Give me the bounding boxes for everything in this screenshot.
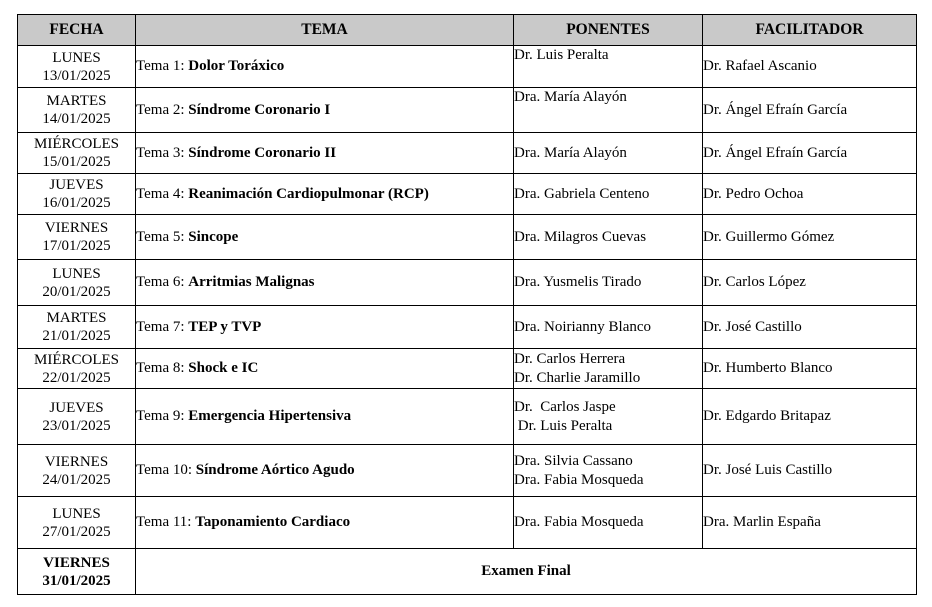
table-row bbox=[18, 88, 917, 133]
day-label: VIERNES bbox=[44, 453, 109, 470]
speaker-name: Dra. Gabriela Centeno bbox=[514, 185, 650, 202]
final-date-cell bbox=[18, 549, 136, 595]
table-row bbox=[18, 497, 917, 549]
speaker-cell bbox=[514, 133, 703, 174]
date-label: 22/01/2025 bbox=[42, 369, 111, 386]
header-tema: TEMA bbox=[136, 15, 514, 46]
topic-cell bbox=[136, 445, 514, 497]
speaker-cell bbox=[514, 389, 703, 445]
date-cell bbox=[18, 88, 136, 133]
topic-prefix: Tema 6: bbox=[136, 274, 185, 290]
date-label: 21/01/2025 bbox=[42, 328, 111, 344]
facilitator-cell: Dr. José Castillo bbox=[703, 306, 917, 349]
date-label: 20/01/2025 bbox=[42, 283, 111, 300]
day-label: VIERNES bbox=[44, 220, 109, 236]
date-label: 13/01/2025 bbox=[42, 67, 111, 84]
date-cell bbox=[18, 349, 136, 389]
topic-title: TEP y TVP bbox=[188, 318, 262, 335]
schedule-table bbox=[17, 14, 917, 595]
speaker-cell bbox=[514, 46, 703, 88]
day-label: MARTES bbox=[46, 93, 107, 109]
day-label: JUEVES bbox=[49, 399, 104, 416]
topic-title: Sincope bbox=[188, 228, 239, 245]
header-facilitador: FACILITADOR bbox=[703, 15, 917, 46]
day-label: LUNES bbox=[52, 505, 101, 522]
speaker-cell bbox=[514, 445, 703, 497]
date-cell bbox=[18, 389, 136, 445]
topic-cell bbox=[136, 46, 514, 88]
day-label: JUEVES bbox=[49, 177, 104, 193]
speaker-cell bbox=[514, 174, 703, 215]
speaker-name: Dra. Fabia Mosqueda bbox=[514, 471, 644, 488]
facilitator-cell: Dra. Marlin España bbox=[703, 497, 917, 549]
speaker-name: Dr. Carlos Jaspe bbox=[514, 398, 616, 415]
speaker-name: Dra. Milagros Cuevas bbox=[514, 228, 647, 245]
topic-cell bbox=[136, 349, 514, 389]
date-cell bbox=[18, 306, 136, 349]
header-row bbox=[18, 15, 917, 46]
date-label: 24/01/2025 bbox=[42, 471, 111, 488]
day-label: MIÉRCOLES bbox=[33, 351, 119, 368]
table-row bbox=[18, 306, 917, 349]
facilitator-cell: Dr. Edgardo Britapaz bbox=[703, 389, 917, 445]
date-cell bbox=[18, 215, 136, 260]
date-label: 14/01/2025 bbox=[42, 111, 111, 127]
date-label: 15/01/2025 bbox=[42, 154, 111, 170]
final-day-label: VIERNES bbox=[43, 554, 110, 571]
topic-prefix: Tema 5: bbox=[136, 228, 185, 245]
speaker-name: Dra. Silvia Cassano bbox=[514, 452, 633, 469]
topic-cell bbox=[136, 215, 514, 260]
topic-title: Dolor Toráxico bbox=[188, 58, 285, 74]
table-row bbox=[18, 174, 917, 215]
speaker-cell bbox=[514, 215, 703, 260]
topic-prefix: Tema 3: bbox=[136, 144, 185, 161]
speaker-name: Dr. Carlos Herrera bbox=[514, 350, 626, 367]
topic-cell bbox=[136, 133, 514, 174]
speaker-name: Dra. Fabia Mosqueda bbox=[514, 514, 644, 530]
topic-cell bbox=[136, 88, 514, 133]
topic-cell bbox=[136, 389, 514, 445]
header-ponentes: PONENTES bbox=[514, 15, 703, 46]
table-row bbox=[18, 260, 917, 306]
facilitator-cell: Dr. Carlos López bbox=[703, 260, 917, 306]
date-cell bbox=[18, 174, 136, 215]
speaker-name: Dra. María Alayón bbox=[514, 89, 627, 105]
table-row bbox=[18, 445, 917, 497]
speaker-name: Dr. Charlie Jaramillo bbox=[514, 369, 641, 386]
topic-cell bbox=[136, 260, 514, 306]
date-label: 27/01/2025 bbox=[42, 523, 111, 540]
speaker-cell bbox=[514, 260, 703, 306]
speaker-cell bbox=[514, 349, 703, 389]
speaker-name: Dra. María Alayón bbox=[514, 144, 627, 161]
header-fecha: FECHA bbox=[18, 15, 136, 46]
date-cell bbox=[18, 445, 136, 497]
topic-prefix: Tema 7: bbox=[136, 318, 185, 335]
topic-prefix: Tema 9: bbox=[136, 408, 185, 424]
speaker-name: Dra. Yusmelis Tirado bbox=[514, 274, 642, 290]
date-cell bbox=[18, 497, 136, 549]
topic-title: Síndrome Coronario I bbox=[188, 101, 331, 118]
facilitator-cell: Dr. Humberto Blanco bbox=[703, 349, 917, 389]
topic-title: Síndrome Coronario II bbox=[188, 144, 337, 161]
topic-title: Emergencia Hipertensiva bbox=[188, 408, 352, 424]
facilitator-cell: Dr. Ángel Efraín García bbox=[703, 88, 917, 133]
date-cell bbox=[18, 260, 136, 306]
final-date-label: 31/01/2025 bbox=[42, 572, 111, 589]
speaker-cell bbox=[514, 497, 703, 549]
table-row bbox=[18, 389, 917, 445]
topic-title: Reanimación Cardiopulmonar (RCP) bbox=[188, 185, 429, 202]
day-label: MARTES bbox=[46, 310, 107, 326]
facilitator-cell: Dr. Ángel Efraín García bbox=[703, 133, 917, 174]
final-exam-label: Examen Final bbox=[136, 549, 917, 595]
date-label: 23/01/2025 bbox=[42, 417, 111, 434]
facilitator-cell: Dr. Guillermo Gómez bbox=[703, 215, 917, 260]
date-label: 17/01/2025 bbox=[42, 238, 111, 254]
final-exam-row bbox=[18, 549, 917, 595]
table-row bbox=[18, 133, 917, 174]
topic-title: Arritmias Malignas bbox=[188, 274, 315, 290]
table-row bbox=[18, 349, 917, 389]
table-row bbox=[18, 46, 917, 88]
date-cell bbox=[18, 46, 136, 88]
topic-cell bbox=[136, 306, 514, 349]
speaker-cell bbox=[514, 306, 703, 349]
speaker-name: Dra. Noirianny Blanco bbox=[514, 318, 652, 335]
table-row bbox=[18, 215, 917, 260]
date-cell bbox=[18, 133, 136, 174]
topic-prefix: Tema 10: bbox=[136, 462, 193, 478]
day-label: LUNES bbox=[52, 265, 101, 282]
topic-prefix: Tema 1: bbox=[136, 58, 185, 74]
topic-prefix: Tema 4: bbox=[136, 185, 185, 202]
topic-cell bbox=[136, 497, 514, 549]
facilitator-cell: Dr. Rafael Ascanio bbox=[703, 46, 917, 88]
topic-title: Taponamiento Cardiaco bbox=[195, 514, 351, 530]
facilitator-cell: Dr. José Luis Castillo bbox=[703, 445, 917, 497]
topic-title: Shock e IC bbox=[188, 360, 259, 376]
topic-prefix: Tema 8: bbox=[136, 360, 185, 376]
speaker-name: Dr. Luis Peralta bbox=[514, 417, 613, 434]
day-label: MIÉRCOLES bbox=[33, 136, 119, 152]
topic-title: Síndrome Aórtico Agudo bbox=[195, 462, 355, 478]
facilitator-cell: Dr. Pedro Ochoa bbox=[703, 174, 917, 215]
speaker-cell bbox=[514, 88, 703, 133]
topic-prefix: Tema 2: bbox=[136, 101, 185, 118]
date-label: 16/01/2025 bbox=[42, 195, 111, 211]
topic-prefix: Tema 11: bbox=[136, 514, 192, 530]
topic-cell bbox=[136, 174, 514, 215]
day-label: LUNES bbox=[52, 49, 101, 66]
speaker-name: Dr. Luis Peralta bbox=[514, 47, 609, 63]
